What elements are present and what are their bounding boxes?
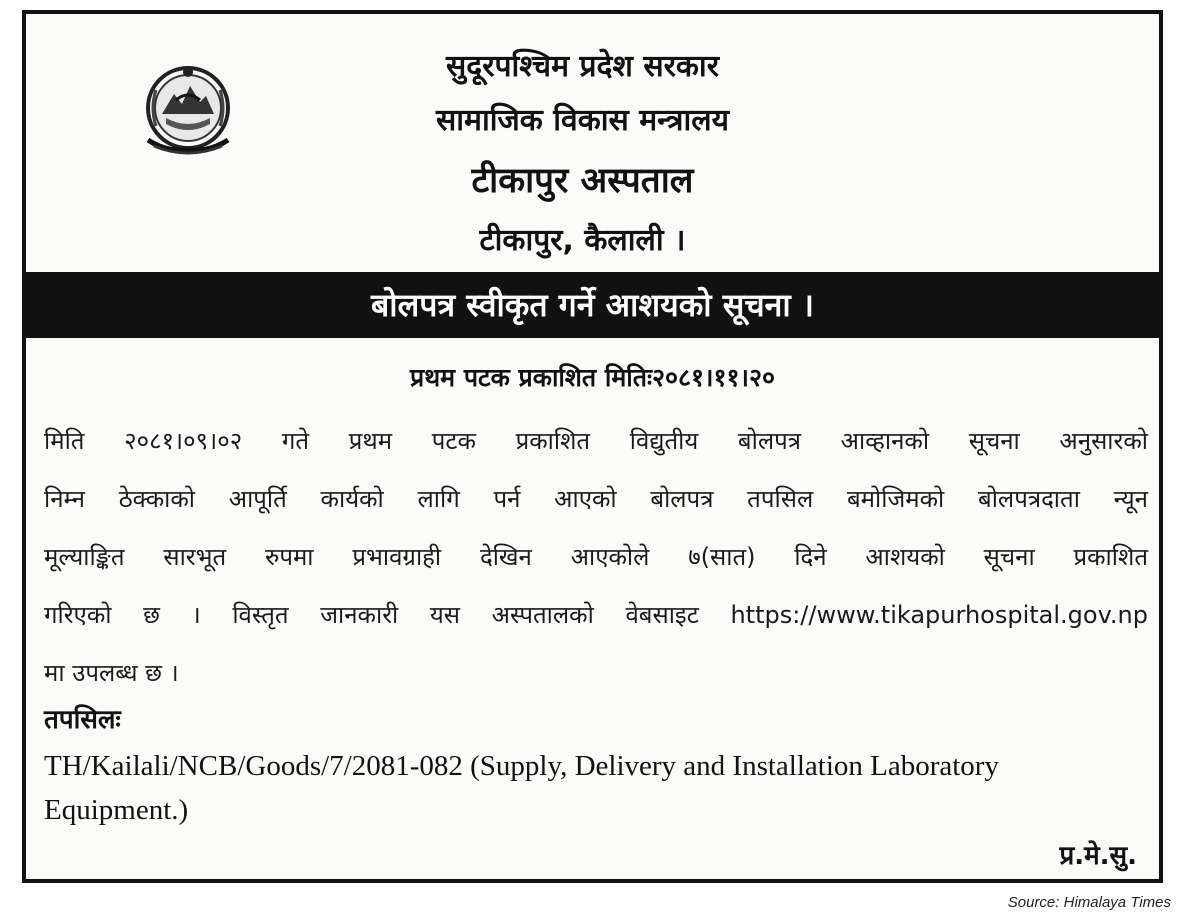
notice-body-line: निम्न ठेक्काको आपूर्ति कार्यको लागि पर्न आएको बोलपत्र तपसिल बमोजिमको बोलपत्रदाता न्यून — [44, 485, 1148, 513]
signoff: प्र.मे.सु. — [1059, 841, 1137, 871]
province-government-title: सुदूरपश्चिम प्रदेश सरकार — [446, 49, 719, 84]
source-credit: Source: Himalaya Times — [1007, 894, 1171, 911]
details-label: तपसिलः — [44, 705, 121, 735]
notice-body — [44, 412, 1148, 702]
notice-body-line: गरिएको छ । विस्तृत जानकारी यस अस्पतालको वेबसाइट https://www.tikapurhospital.gov.np — [44, 601, 1148, 629]
notice-title-banner: बोलपत्र स्वीकृत गर्ने आशयको सूचना । — [26, 272, 1159, 338]
notice-body-line: मा उपलब्ध छ । — [44, 659, 179, 687]
tender-notice — [22, 10, 1163, 883]
ministry-title: सामाजिक विकास मन्त्रालय — [435, 103, 730, 138]
publication-date: प्रथम पटक प्रकाशित मितिः२०८१।११।२० — [409, 363, 776, 392]
notice-header — [26, 14, 1159, 272]
tender-item: TH/Kailali/NCB/Goods/7/2081-082 (Supply, Delivery and Installation Laboratory Equipment.) — [44, 750, 999, 826]
notice-body-line: मिति २०८१।०९।०२ गते प्रथम पटक प्रकाशित विद्युतीय बोलपत्र आव्हानको सूचना अनुसारको — [44, 427, 1148, 455]
hospital-address: टीकापुर, कैलाली । — [479, 223, 686, 258]
notice-body-line: मूल्याङ्कित सारभूत रुपमा प्रभावग्राही देखिन आएकोले ७(सात) दिने आशयको सूचना प्रकाशित — [44, 543, 1148, 571]
hospital-name: टीकापुर अस्पताल — [471, 161, 694, 201]
